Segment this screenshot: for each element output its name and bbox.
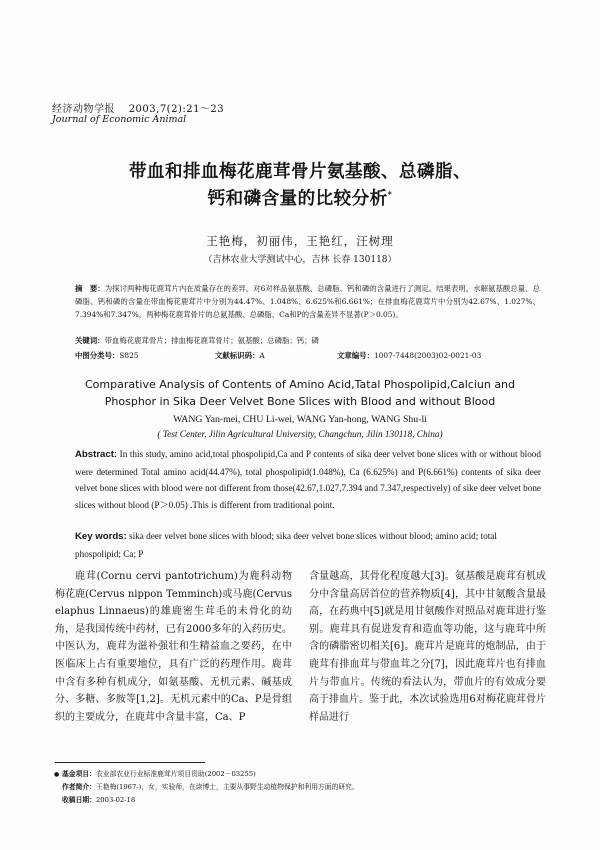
footnote-bullet: ● <box>54 771 60 778</box>
keywords-en <box>75 528 541 563</box>
keywords-en-label: Key words: <box>75 531 127 542</box>
title-en-line2: Phosphor in Sika Deer Velvet Bone Slices with Blood and without Blood <box>104 395 496 408</box>
author-bio-label: 作者简介： <box>62 783 96 791</box>
fund-text: 农业部农业行业标准鹿茸片项目资助(2002－03255) <box>95 770 256 778</box>
keywords-en-text: sika deer velvet bone slices with blood; sika deer velvet bone slices without blood; amino acid; total phospolipid; Ca; P <box>75 531 497 559</box>
clc-label: 中图分类号： <box>75 351 120 360</box>
footnote-fund <box>54 768 542 781</box>
keywords-cn-label: 关键词： <box>75 336 105 345</box>
affiliation-en: ( Test Center, Jilin Agricultural University, Changchun, Jilin 130118, China) <box>157 430 443 440</box>
author-bio-text: 王艳梅(1967-)，女，实验师，在读博士，主要从事野生动植物保护和利用方面的研究。 <box>95 783 359 791</box>
authors-cn: 王艳梅，初丽伟，王艳红，汪树理 <box>206 234 394 248</box>
journal-header <box>52 100 234 115</box>
body-column-right: 含量越高，其骨化程度越大[3]。氨基酸是鹿茸有机成分中含量高居首位的营养物质[4]，其中甘氨酸含量最高，在药典中[5]就是用甘氨酸作对照品对鹿茸进行鉴别。鹿茸具有促进发育和造血等功能，这与鹿茸中所含的磷脂密切相关[6]。鹿茸片是鹿茸的炮制品，由于鹿茸有排血茸与带血茸之分[7]，因此鹿茸片也有排血片与带血片。传统的看法认为，带血片的有效成分要高于排血片。鉴于此，本次试验选用6对梅花鹿茸骨片样品进行 <box>309 571 546 723</box>
body-column-left: 鹿茸(Cornu cervi pantotrichum)为鹿科动物梅花鹿(Cervus nippon Temminch)或马鹿(Cervus elaphus Linnaeus)的雄鹿密生茸毛的未骨化的幼角，是我国传统中药材，已有2000多年的入药历史。中医认为，鹿茸为滋补强壮和生精益血之要药，在中医临床上占有重要地位，具有广泛的药理作用。鹿茸中含有多种有机成分，如氨基酸、无机元素、碱基成分、多糖、多胺等[1,2]。无机元素中的Ca、P是骨组织的主要成分，在鹿茸中含量丰富，Ca、P <box>55 571 292 723</box>
affiliation-cn: （吉林农业大学测试中心，吉林 长春 130118） <box>203 255 397 265</box>
footnote-divider <box>55 762 205 763</box>
title-en-line1: Comparative Analysis of Contents of Amino Acid,Tatal Phospolipid,Calciun and <box>84 378 516 391</box>
title-cn-line1: 带血和排血梅花鹿茸骨片氨基酸、总磷脂、 <box>129 162 471 182</box>
journal-name-en: Journal of Economic Animal <box>52 114 187 125</box>
doc-code-label: 文献标识码： <box>215 351 260 360</box>
abstract-cn <box>75 282 540 322</box>
article-number-label: 文章编号： <box>337 351 374 360</box>
abstract-cn-label: 摘 要： <box>75 284 105 293</box>
footnotes <box>54 768 542 807</box>
classification-row <box>75 350 540 361</box>
authors-en: WANG Yan-mei, CHU Li-wei, WANG Yan-hong, WANG Shu-li <box>173 414 427 425</box>
article-number-value: 1007-7448(2003)02-0021-03 <box>373 351 482 360</box>
doc-code-value: A <box>259 351 265 360</box>
keywords-cn-text: 带血梅花鹿茸骨片；排血梅花鹿茸骨片；氨基酸；总磷脂；钙；磷 <box>104 336 319 345</box>
abstract-en <box>75 446 541 513</box>
abstract-cn-text: 为探讨两种梅花鹿茸片内在质量存在的差异，对6对样品氨基酸、总磷脂、钙和磷的含量进行了测定。结果表明，水解氨基酸总量、总磷脂、钙和磷的含量在带血梅花鹿茸片中分别为44.47%、1.048%、6.625%和6.661%；在排血梅花鹿茸片中分别为42.67%、1.027%、7.394%和7.347%，两种梅花鹿茸骨片的总氨基酸、总磷脂、Ca和P的含量差异不显著(P＞0.05)。 <box>75 284 540 320</box>
received-label: 收稿日期： <box>62 796 96 804</box>
title-footnote-mark: * <box>387 189 393 200</box>
clc-value: S825 <box>119 351 139 360</box>
footnote-received <box>62 794 542 807</box>
title-cn-line2-text: 钙和磷含量的比较分析 <box>207 189 388 209</box>
fund-label: 基金项目： <box>62 770 96 778</box>
journal-citation: 2003,7(2):21～23 <box>128 104 225 115</box>
received-date: 2003-02-18 <box>95 796 136 804</box>
keywords-cn <box>75 335 540 346</box>
title-cn-line2 <box>60 185 540 210</box>
abstract-en-label: Abstract: <box>75 449 118 460</box>
abstract-en-text: In this study, amino acid,total phospolipid,Ca and P contents of sika deer velvet bone slices with or without blood were determined Total amino acid(44.47%), total phospolipid(1.048%), Ca (6.625%) and P(6.661%) contents of sika deer velvet bone slices with blood were not different from those(42.67,1.027,7.394 and 7.347,respectively) of sike deer velvet bone slices without blood (P＞0.05) .This is different from traditional point. <box>75 449 541 510</box>
footnote-author <box>62 781 542 794</box>
journal-name-cn: 经济动物学报 <box>52 104 115 115</box>
